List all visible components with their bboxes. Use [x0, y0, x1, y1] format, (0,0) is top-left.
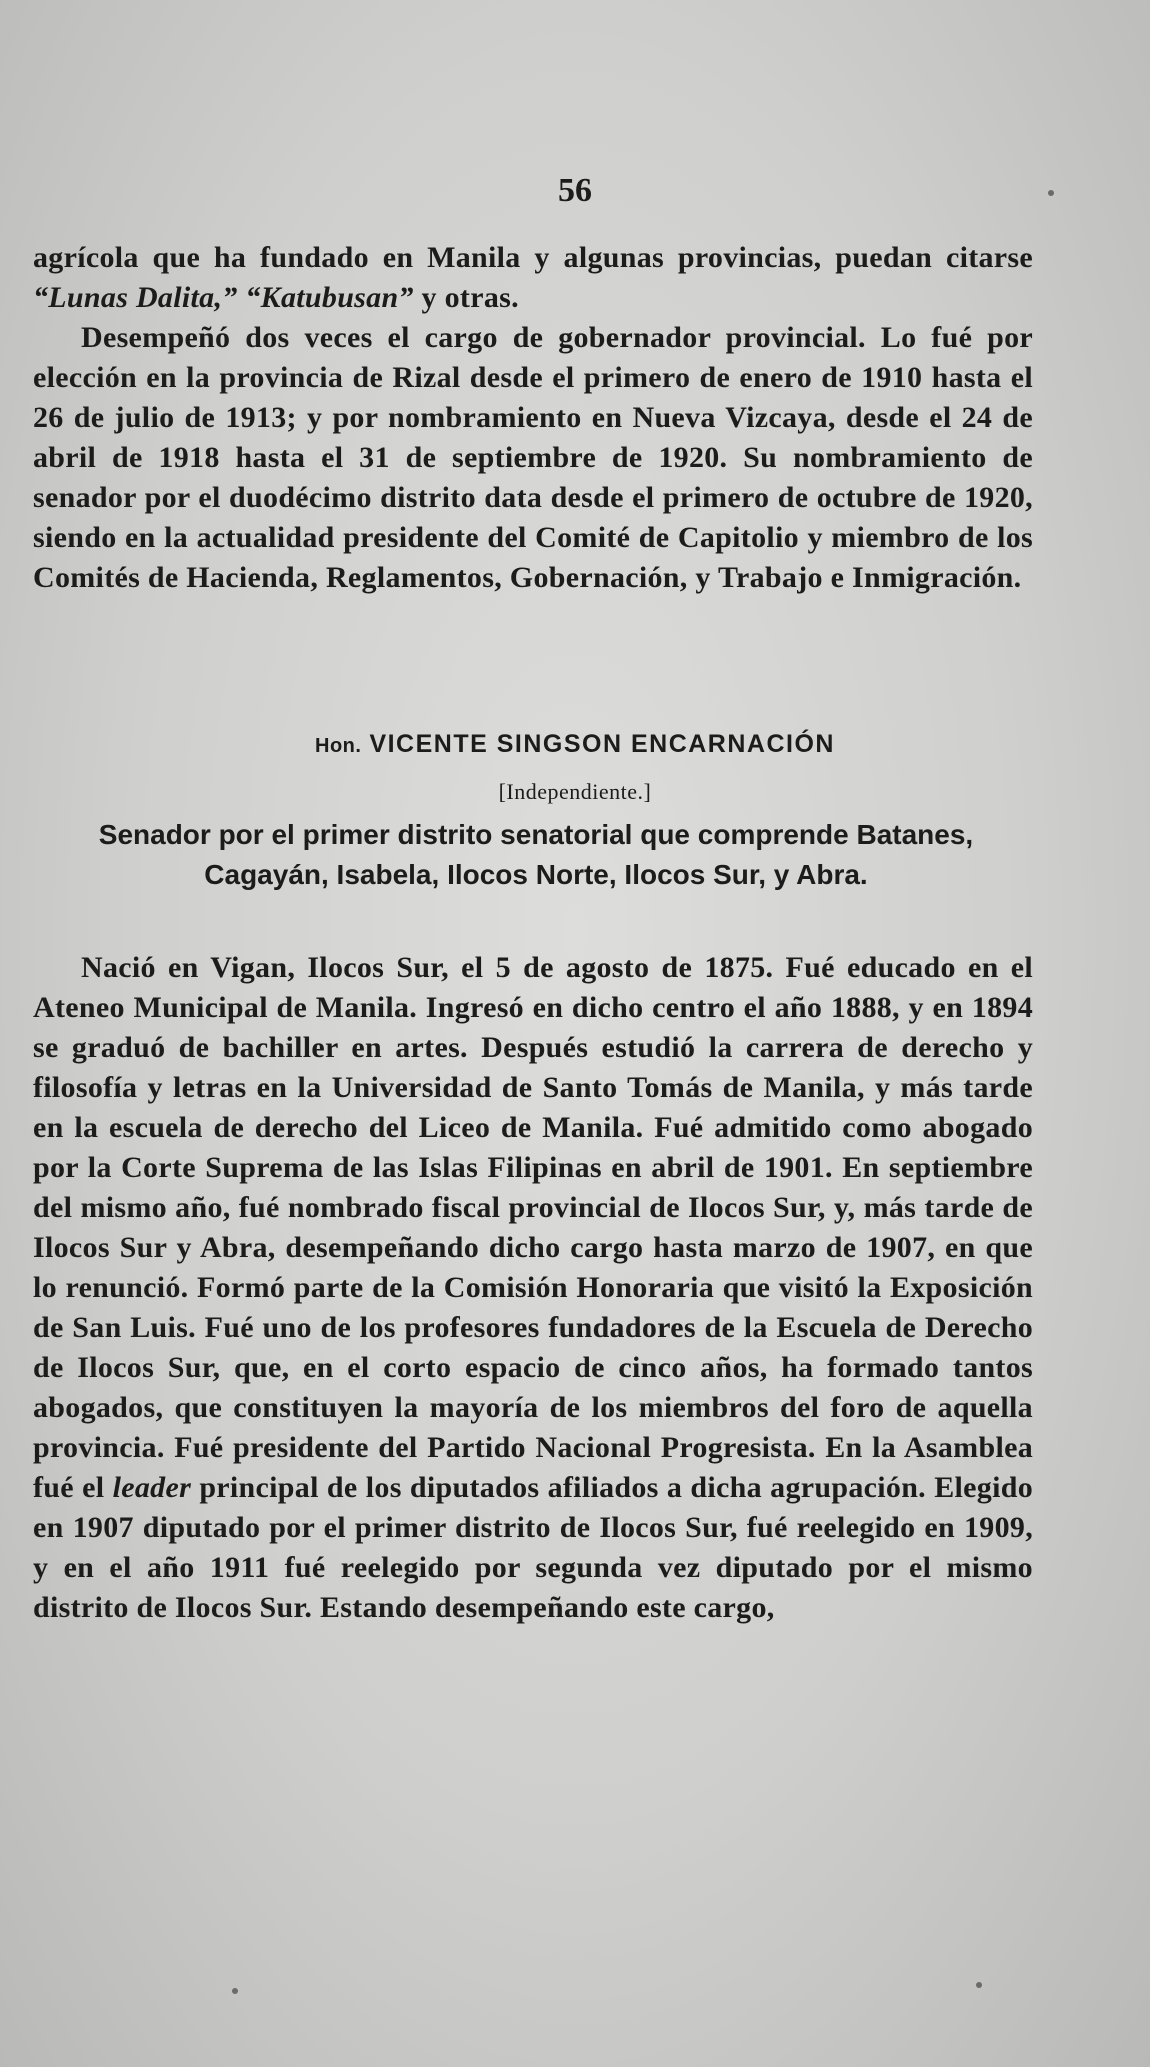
senator-heading	[0, 730, 1150, 759]
senator-party: [Independiente.]	[498, 779, 652, 804]
intro-paragraph-2: Desempeñó dos veces el cargo de gobernador provincial. Lo fué por elección en la provincia de Rizal desde el primero de enero de 1910 hasta el 26 de julio de 1913; y por nombramiento en Nueva Vizcaya, desde el 24 de abril de 1918 hasta el 31 de septiembre de 1920. Su nombramiento de senador por el duodécimo distrito data desde el primero de octubre de 1920, siendo en la actualidad presidente del Comité de Capitolio y miembro de los Comités de Hacienda, Reglamentos, Gobernación, y Trabajo e Inmigración.	[33, 321, 1033, 594]
intro-text	[33, 238, 1033, 598]
page-number: 56	[558, 172, 592, 209]
scan-speck	[232, 1988, 238, 1994]
intro-paragraph-1	[33, 238, 1033, 318]
senator-honorific: Hon.	[315, 735, 362, 757]
scan-speck	[1048, 190, 1054, 196]
senator-district: Senador por el primer distrito senatorial que comprende Batanes, Cagayán, Isabela, Ilocos Norte, Ilocos Sur, y Abra.	[98, 819, 974, 890]
senator-name: VICENTE SINGSON ENCARNACIÓN	[369, 730, 835, 758]
publication-katubusan: “Katubusan”	[245, 281, 414, 314]
scan-speck	[976, 1982, 982, 1988]
intro-lead: agrícola que ha fundado en Manila y algunas provincias, puedan citarse	[33, 241, 1033, 274]
bio-part-1: Nació en Vigan, Ilocos Sur, el 5 de agosto de 1875. Fué educado en el Ateneo Municipal de Manila. Ingresó en dicho centro el año 1888, y en 1894 se graduó de bachiller en artes. Después estudió la carrera de derecho y filosofía y letras en la Universidad de Santo Tomás de Manila, y más tarde en la escuela de derecho del Liceo de Manila. Fué admitido como abogado por la Corte Suprema de las Islas Filipinas en abril de 1901. En septiembre del mismo año, fué nombrado fiscal provincial de Ilocos Sur, y, más tarde de Ilocos Sur y Abra, desempeñando dicho cargo hasta marzo de 1907, en que lo renunció. Formó parte de la Comisión Honoraria que visitó la Exposición de San Luis. Fué uno de los profesores fundadores de la Escuela de Derecho de Ilocos Sur, que, en el corto espacio de cinco años, ha formado tantos abogados, que constituyen la mayoría de los miembros del foro de aquella provincia. Fué presidente del Partido Nacional Progresista. En la Asamblea fué el	[33, 951, 1033, 1504]
biography-text	[33, 948, 1033, 1628]
bio-leader-word: leader	[112, 1471, 192, 1504]
biography-paragraph	[33, 948, 1033, 1628]
intro-tail: y otras.	[413, 281, 519, 314]
publication-lunas-dalita: “Lunas Dalita,”	[33, 281, 238, 314]
bio-part-2: principal de los diputados afiliados a dicha agrupación. Elegido en 1907 diputado por el primer distrito de Ilocos Sur, fué reelegido en 1909, y en el año 1911 fué reelegido por segunda vez diputado por el mismo distrito de Ilocos Sur. Estando desempeñando este cargo,	[33, 1471, 1033, 1624]
